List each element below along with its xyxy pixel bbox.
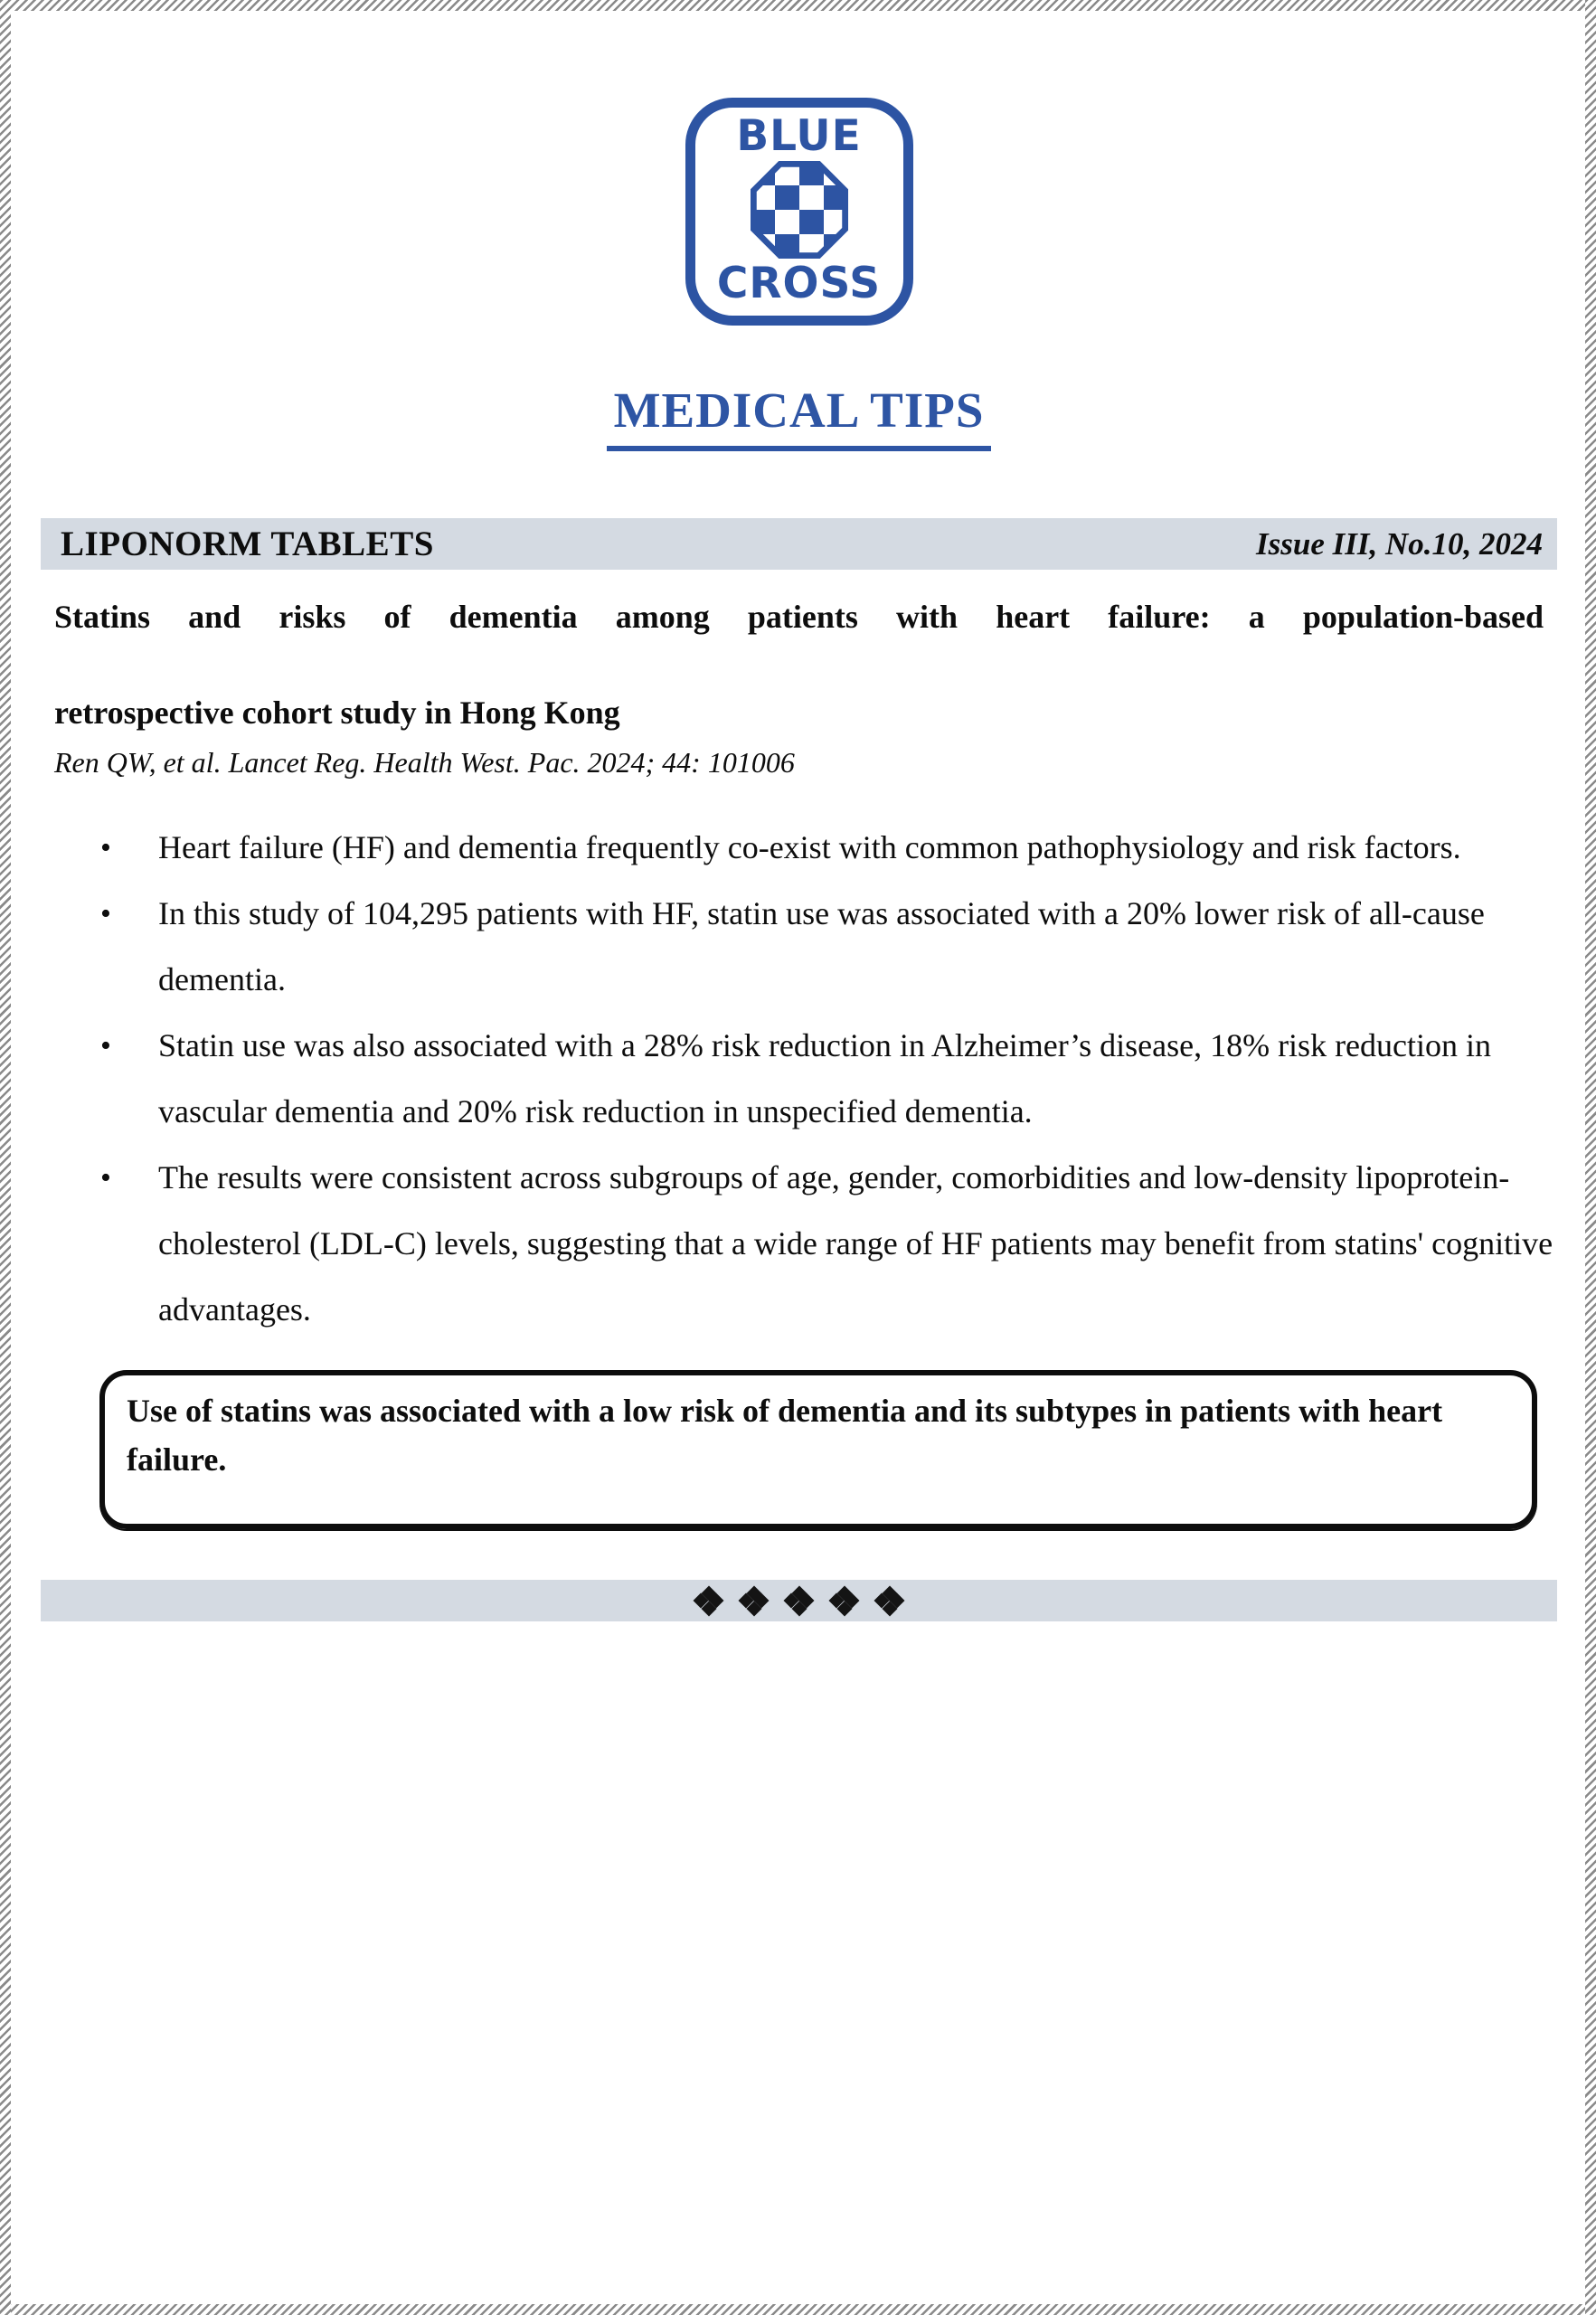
bullet-text: Heart failure (HF) and dementia frequently co-exist with common pathophysiology and risk factors. (158, 829, 1461, 865)
list-item (41, 881, 1557, 1013)
key-message-box: Use of statins was associated with a low risk of dementia and its subtypes in patients with heart failure. (99, 1370, 1537, 1529)
page-border-left (0, 0, 11, 2315)
blue-cross-logo (685, 98, 913, 326)
bullet-icon: • (100, 831, 111, 865)
bullet-text: The results were consistent across subgroups of age, gender, comorbidities and low-density lipoprotein-cholesterol (LDL-C) levels, suggesting that a wide range of HF patients may benefit from statins' cognitive advantages. (158, 1159, 1554, 1328)
diamond-divider-icon (786, 1588, 812, 1614)
product-name: LIPONORM TABLETS (61, 524, 434, 563)
diamond-divider-icon (876, 1588, 902, 1614)
summary-bullet-list (41, 815, 1557, 1343)
list-item (41, 1013, 1557, 1145)
issue-bar (41, 518, 1557, 570)
logo-word-cross: CROSS (716, 259, 882, 308)
issue-number: Issue III, No.10, 2024 (1256, 525, 1543, 562)
bullet-icon: • (100, 1161, 111, 1195)
logo-word-blue: BLUE (736, 111, 862, 161)
page-content (41, 0, 1557, 1621)
masthead (41, 382, 1557, 451)
checkered-octagon-icon (751, 161, 848, 259)
article-citation: Ren QW, et al. Lancet Reg. Health West. Pac. 2024; 44: 101006 (54, 746, 795, 779)
footer-divider-bar (41, 1580, 1557, 1621)
article-title-line-1: Statins and risks of dementia among patients with heart failure: a population-based (54, 599, 1544, 635)
list-item (41, 1145, 1557, 1343)
diamond-divider-icon (831, 1588, 857, 1614)
bullet-text: In this study of 104,295 patients with HF, statin use was associated with a 20% lower risk of all-cause dementia. (158, 895, 1485, 997)
page-border-right (1585, 0, 1596, 2315)
article-title-line-2: retrospective cohort study in Hong Kong (54, 694, 620, 731)
diamond-divider-icon (695, 1588, 722, 1614)
page-border-bottom (0, 2304, 1596, 2315)
list-item (41, 815, 1557, 881)
page-title: MEDICAL TIPS (607, 382, 992, 451)
bullet-icon: • (100, 897, 111, 931)
bullet-text: Statin use was also associated with a 28% risk reduction in Alzheimer’s disease, 18% risk reduction in vascular dementia and 20% risk reduction in unspecified dementia. (158, 1027, 1492, 1129)
bullet-icon: • (100, 1029, 111, 1063)
article-title (54, 593, 1544, 737)
diamond-divider-icon (741, 1588, 767, 1614)
